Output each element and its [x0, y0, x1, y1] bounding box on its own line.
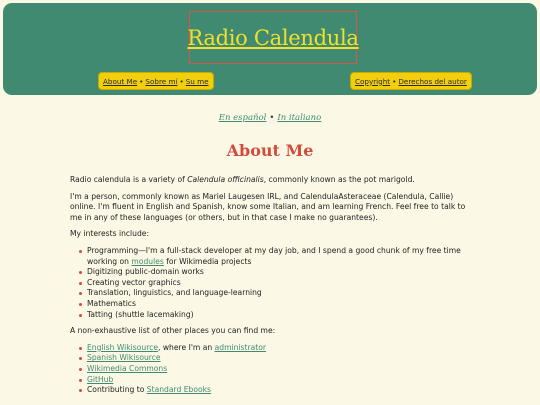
places-heading: A non-exhaustive list of other places you can find me: [70, 326, 276, 336]
list-item [87, 343, 475, 354]
nav-separator: • [139, 76, 144, 86]
language-link-spanish[interactable]: En español [218, 113, 267, 123]
nav-link-about-me[interactable]: About Me [103, 76, 138, 86]
interests-list [70, 246, 475, 320]
nav-separator: • [392, 76, 397, 86]
site-title-link[interactable]: Radio Calendula [187, 25, 359, 50]
administrator-link[interactable]: administrator [214, 342, 266, 352]
list-item [87, 246, 475, 267]
list-item-text: for Wikimedia projects [163, 256, 252, 266]
list-item [87, 375, 475, 386]
language-switcher [0, 113, 540, 123]
list-item: Tatting (shuttle lacemaking) [87, 310, 475, 321]
intro-text: Radio calendula is a variety of [70, 175, 188, 184]
github-link[interactable]: GitHub [87, 374, 114, 384]
bio-paragraph: I'm a person, commonly known as Mariel Laugesen IRL, and CalendulaAsteraceae (Calendula, Callie) online. I'm fluent in English and Spanish, know some Italian, and am learning French. Feel free to talk to me in any of these languages (or others, but in that case I make no guarantees). [70, 191, 466, 222]
intro-paragraph [70, 175, 475, 186]
spanish-wikisource-link[interactable]: Spanish Wikisource [87, 353, 161, 363]
list-item [87, 353, 475, 364]
site-header [3, 3, 537, 95]
nav-link-sobre-mi[interactable]: Sobre mí [145, 76, 178, 86]
places-list [70, 343, 475, 396]
list-item: Creating vector graphics [87, 278, 475, 289]
nav-link-derechos[interactable]: Derechos del autor [398, 76, 467, 86]
list-item: Mathematics [87, 299, 475, 310]
list-item: Digitizing public-domain works [87, 267, 475, 278]
page-title: About Me [226, 141, 314, 160]
list-item-text: , where I'm an [158, 342, 215, 352]
nav-separator: • [179, 76, 184, 86]
list-item [87, 364, 475, 375]
english-wikisource-link[interactable]: English Wikisource [87, 342, 159, 352]
modules-link[interactable]: modules [131, 256, 164, 266]
list-item: Translation, linguistics, and language-learning [87, 288, 475, 299]
site-title-box [189, 11, 357, 64]
nav-copyright [350, 72, 472, 90]
list-item-text: Contributing to [87, 385, 147, 395]
intro-species-name: Calendula officinalis [187, 175, 264, 184]
intro-text-end: , commonly known as the pot marigold. [263, 175, 415, 184]
nav-link-copyright[interactable]: Copyright [355, 76, 391, 86]
list-item-text: Programming—I'm a full-stack developer at my day job, and I spend a good chunk of my free time working on [87, 245, 461, 266]
wikimedia-commons-link[interactable]: Wikimedia Commons [87, 363, 168, 373]
language-link-italian[interactable]: In italiano [277, 113, 322, 123]
nav-link-su-me[interactable]: Su me [185, 76, 209, 86]
list-item [87, 385, 475, 396]
standard-ebooks-link[interactable]: Standard Ebooks [146, 385, 212, 395]
language-separator: • [269, 113, 275, 123]
interests-heading: My interests include: [70, 229, 150, 239]
nav-language-pages [98, 72, 214, 90]
main-content [70, 175, 475, 402]
